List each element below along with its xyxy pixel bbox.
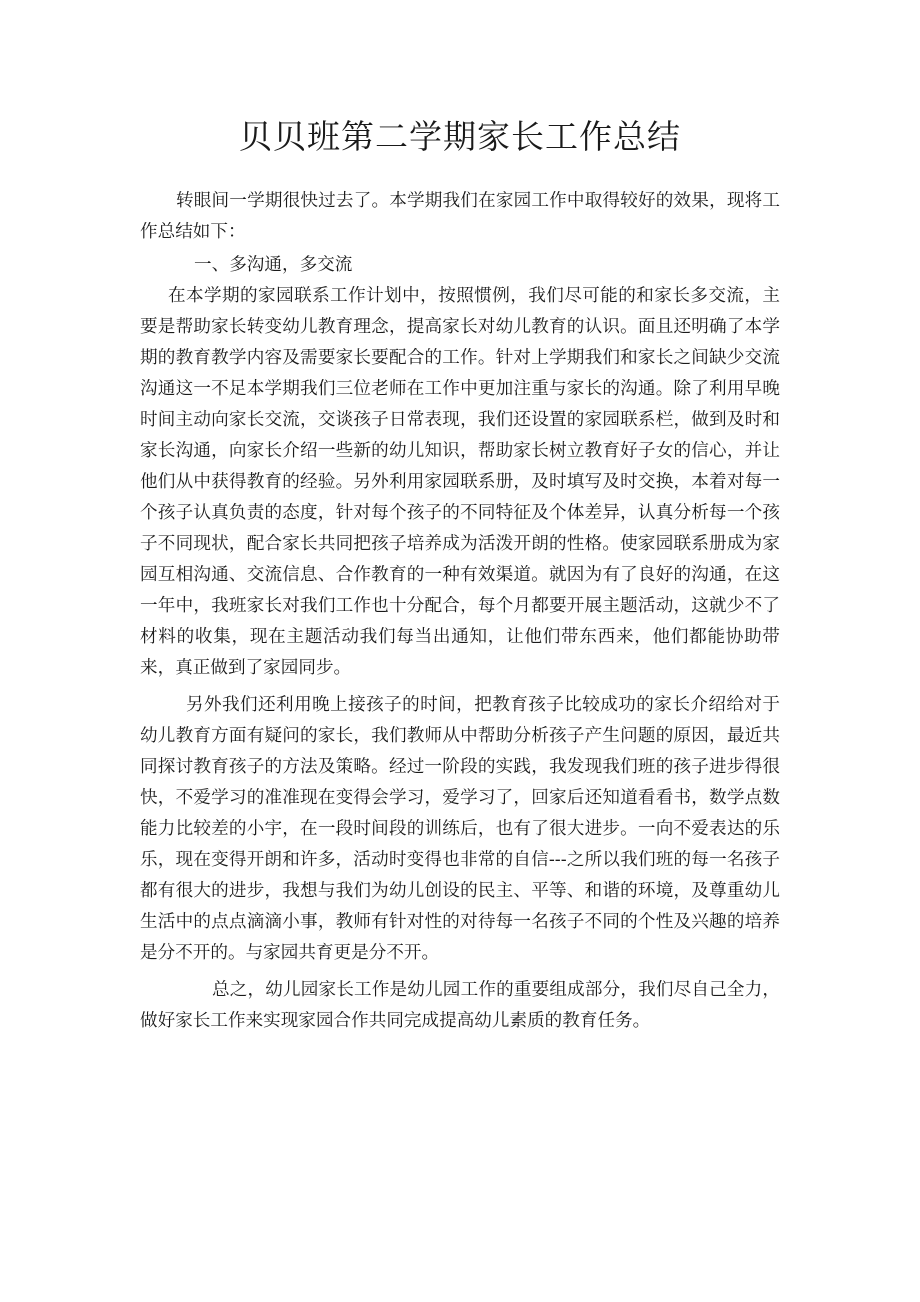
document-title: 贝贝班第二学期家长工作总结 bbox=[239, 117, 681, 156]
intro-paragraph: 转眼间一学期很快过去了。本学期我们在家园工作中取得较好的效果，现将工作总结如下： bbox=[140, 191, 780, 242]
body-paragraph-parents: 另外我们还利用晚上接孩子的时间，把教育孩子比较成功的家长介绍给对于幼儿教育方面有疑问的家长，我们教师从中帮助分析孩子产生问题的原因，最近共同探讨教育孩子的方法及策略。经过一阶段的实践，我发现我们班的孩子进步得很快，不爱学习的准准现在变得会学习，爱学习了，回家后还知道看看书，数学点数能力比较差的小宇，在一段时间段的训练后，也有了很大进步。一向不爱表达的乐乐，现在变得开朗和许多，活动时变得也非常的自信---之所以我们班的每一名孩子都有很大的进步，我想与我们为幼儿创设的民主、平等、和谐的环境，及尊重幼儿生活中的点点滴滴小事，教师有针对性的对待每一名孩子不同的个性及兴趣的培养是分不开的。与家园共育更是分不开。 bbox=[140, 695, 780, 963]
conclusion-paragraph: 总之，幼儿园家长工作是幼儿园工作的重要组成部分，我们尽自己全力，做好家长工作来实现家园合作共同完成提高幼儿素质的教育任务。 bbox=[140, 980, 780, 1031]
document-body bbox=[140, 186, 780, 1037]
section-heading: 一、多沟通，多交流 bbox=[194, 255, 353, 275]
body-paragraph-communication: 在本学期的家园联系工作计划中，按照惯例，我们尽可能的和家长多交流，主要是帮助家长转变幼儿教育理念，提高家长对幼儿教育的认识。面且还明确了本学期的教育教学内容及需要家长要配合的工作。针对上学期我们和家长之间缺少交流沟通这一不足本学期我们三位老师在工作中更加注重与家长的沟通。除了利用早晚时间主动向家长交流，交谈孩子日常表现，我们还设置的家园联系栏，做到及时和家长沟通，向家长介绍一些新的幼儿知识，帮助家长树立教育好子女的信心，并让他们从中获得教育的经验。另外利用家园联系册，及时填写及时交换，本着对每一个孩子认真负责的态度，针对每个孩子的不同特征及个体差异，认真分析每一个孩子不同现状，配合家长共同把孩子培养成为活泼开朗的性格。使家园联系册成为家园互相沟通、交流信息、合作教育的一种有效渠道。就因为有了良好的沟通，在这一年中，我班家长对我们工作也十分配合，每个月都要开展主题活动，这就少不了材料的收集，现在主题活动我们每当出通知，让他们带东西来，他们都能协助带来，真正做到了家园同步。 bbox=[140, 286, 780, 678]
